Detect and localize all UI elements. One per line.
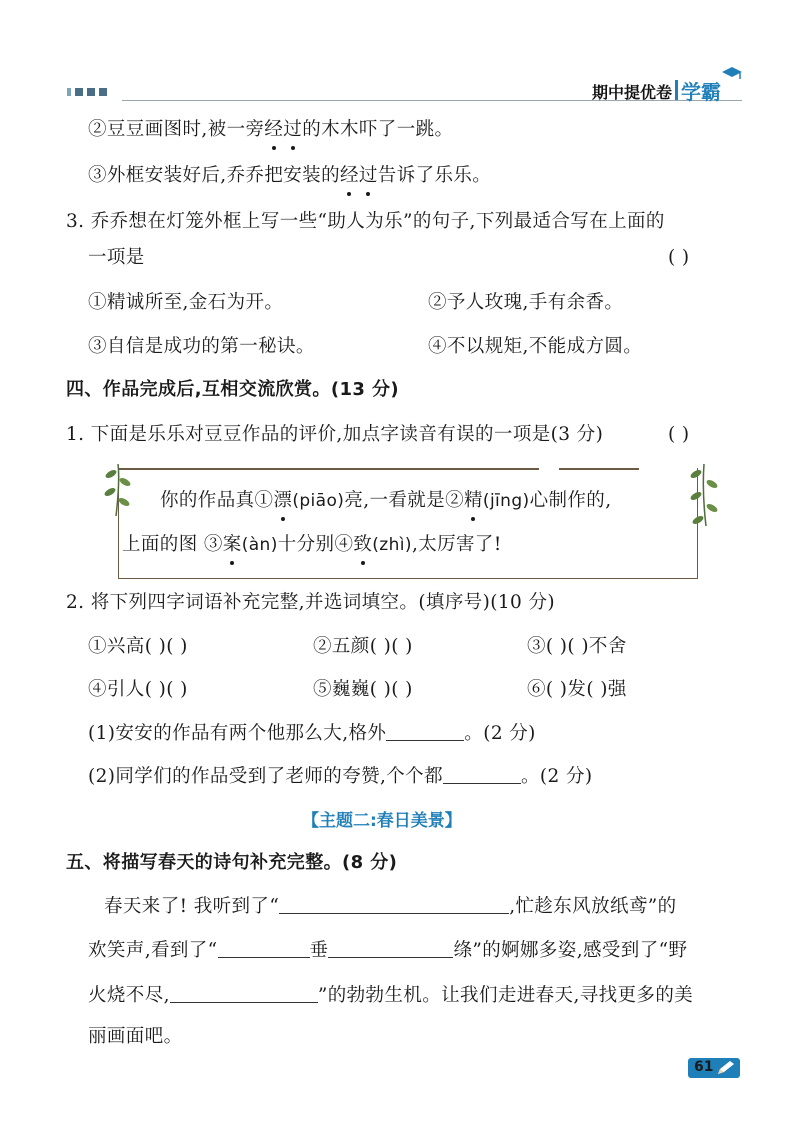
page-number-badge — [688, 1058, 740, 1078]
choice-1: ①精诚所至,金石为开。 — [88, 292, 284, 313]
idiom-3[interactable]: ③( )( )不舍 — [527, 636, 627, 657]
poem-line-3: 火烧不尽, ”的勃勃生机。让我们走进春天,寻找更多的美 — [88, 982, 693, 1009]
choice-4: ④不以规矩,不能成方圆。 — [428, 336, 643, 357]
theme-label: 【主题二:春日美景】 — [302, 811, 462, 831]
idiom-5[interactable]: ⑤巍巍( )( ) — [313, 679, 413, 700]
answer-paren-q3[interactable]: ( ) — [668, 247, 690, 268]
choice-3: ③自信是成功的第一秘诀。 — [88, 336, 315, 357]
page-number: 61 — [694, 1059, 714, 1075]
blank-poem-2[interactable] — [218, 937, 310, 958]
question-3-line2: 一项是 — [88, 247, 145, 268]
comment-box — [118, 468, 698, 579]
poem-line-4: 丽画面吧。 — [88, 1026, 183, 1047]
idiom-2[interactable]: ②五颜( )( ) — [313, 636, 413, 657]
question-4-1: 1. 下面是乐乐对豆豆作品的评价,加点字读音有误的一项是(3 分) — [66, 424, 604, 445]
idiom-1[interactable]: ①兴高( )( ) — [88, 636, 188, 657]
choice-2: ②予人玫瑰,手有余香。 — [428, 292, 624, 313]
question-4-2: 2. 将下列四字词语补充完整,并选词填空。(填序号)(10 分) — [66, 592, 556, 613]
question-3: 3. 乔乔想在灯笼外框上写一些“助人为乐”的句子,下列最适合写在上面的 — [66, 211, 665, 232]
header-divider — [675, 80, 678, 100]
vine-left-icon — [100, 462, 136, 518]
comment-line-1: 你的作品真①漂(piāo)亮,一看就是②精(jīng)心制作的, — [160, 488, 611, 514]
vine-right-icon — [686, 462, 722, 528]
blank-1[interactable] — [386, 720, 464, 741]
section-5-heading: 五、将描写春天的诗句补充完整。(8 分) — [66, 852, 398, 873]
option-2-line: ②豆豆画图时,被一旁经过的木木吓了一跳。 — [88, 117, 453, 143]
header-title: 期中提优卷 — [592, 83, 673, 102]
header-brand: 学霸 — [681, 80, 721, 104]
blank-2[interactable] — [443, 763, 521, 784]
poem-line-2: 欢笑声,看到了“ 垂 绦”的婀娜多姿,感受到了“野 — [88, 937, 687, 964]
blank-poem-4[interactable] — [170, 982, 318, 1003]
poem-line-1: 春天来了! 我听到了“ ,忙趁东风放纸鸢”的 — [104, 893, 677, 920]
section-4-heading: 四、作品完成后,互相交流欣赏。(13 分) — [66, 379, 400, 400]
option-3-line: ③外框安装好后,乔乔把安装的经过告诉了乐乐。 — [88, 163, 491, 189]
answer-paren-4-1: ( ) — [668, 424, 690, 445]
idiom-6[interactable]: ⑥( )发( )强 — [527, 679, 627, 700]
graduation-cap-icon — [720, 66, 744, 82]
comment-line-2: 上面的图 ③案(àn)十分别④致(zhì),太厉害了! — [122, 532, 502, 558]
blank-poem-1[interactable] — [279, 893, 509, 914]
blank-poem-3[interactable] — [328, 937, 453, 958]
pencil-icon — [716, 1060, 736, 1076]
fill-sentence-2: (2)同学们的作品受到了老师的夸赞,个个都 。(2 分) — [88, 763, 593, 790]
idiom-4[interactable]: ④引人( )( ) — [88, 679, 188, 700]
fill-sentence-1: (1)安安的作品有两个他那么大,格外 。(2 分) — [88, 720, 536, 747]
header-squares — [67, 88, 117, 96]
